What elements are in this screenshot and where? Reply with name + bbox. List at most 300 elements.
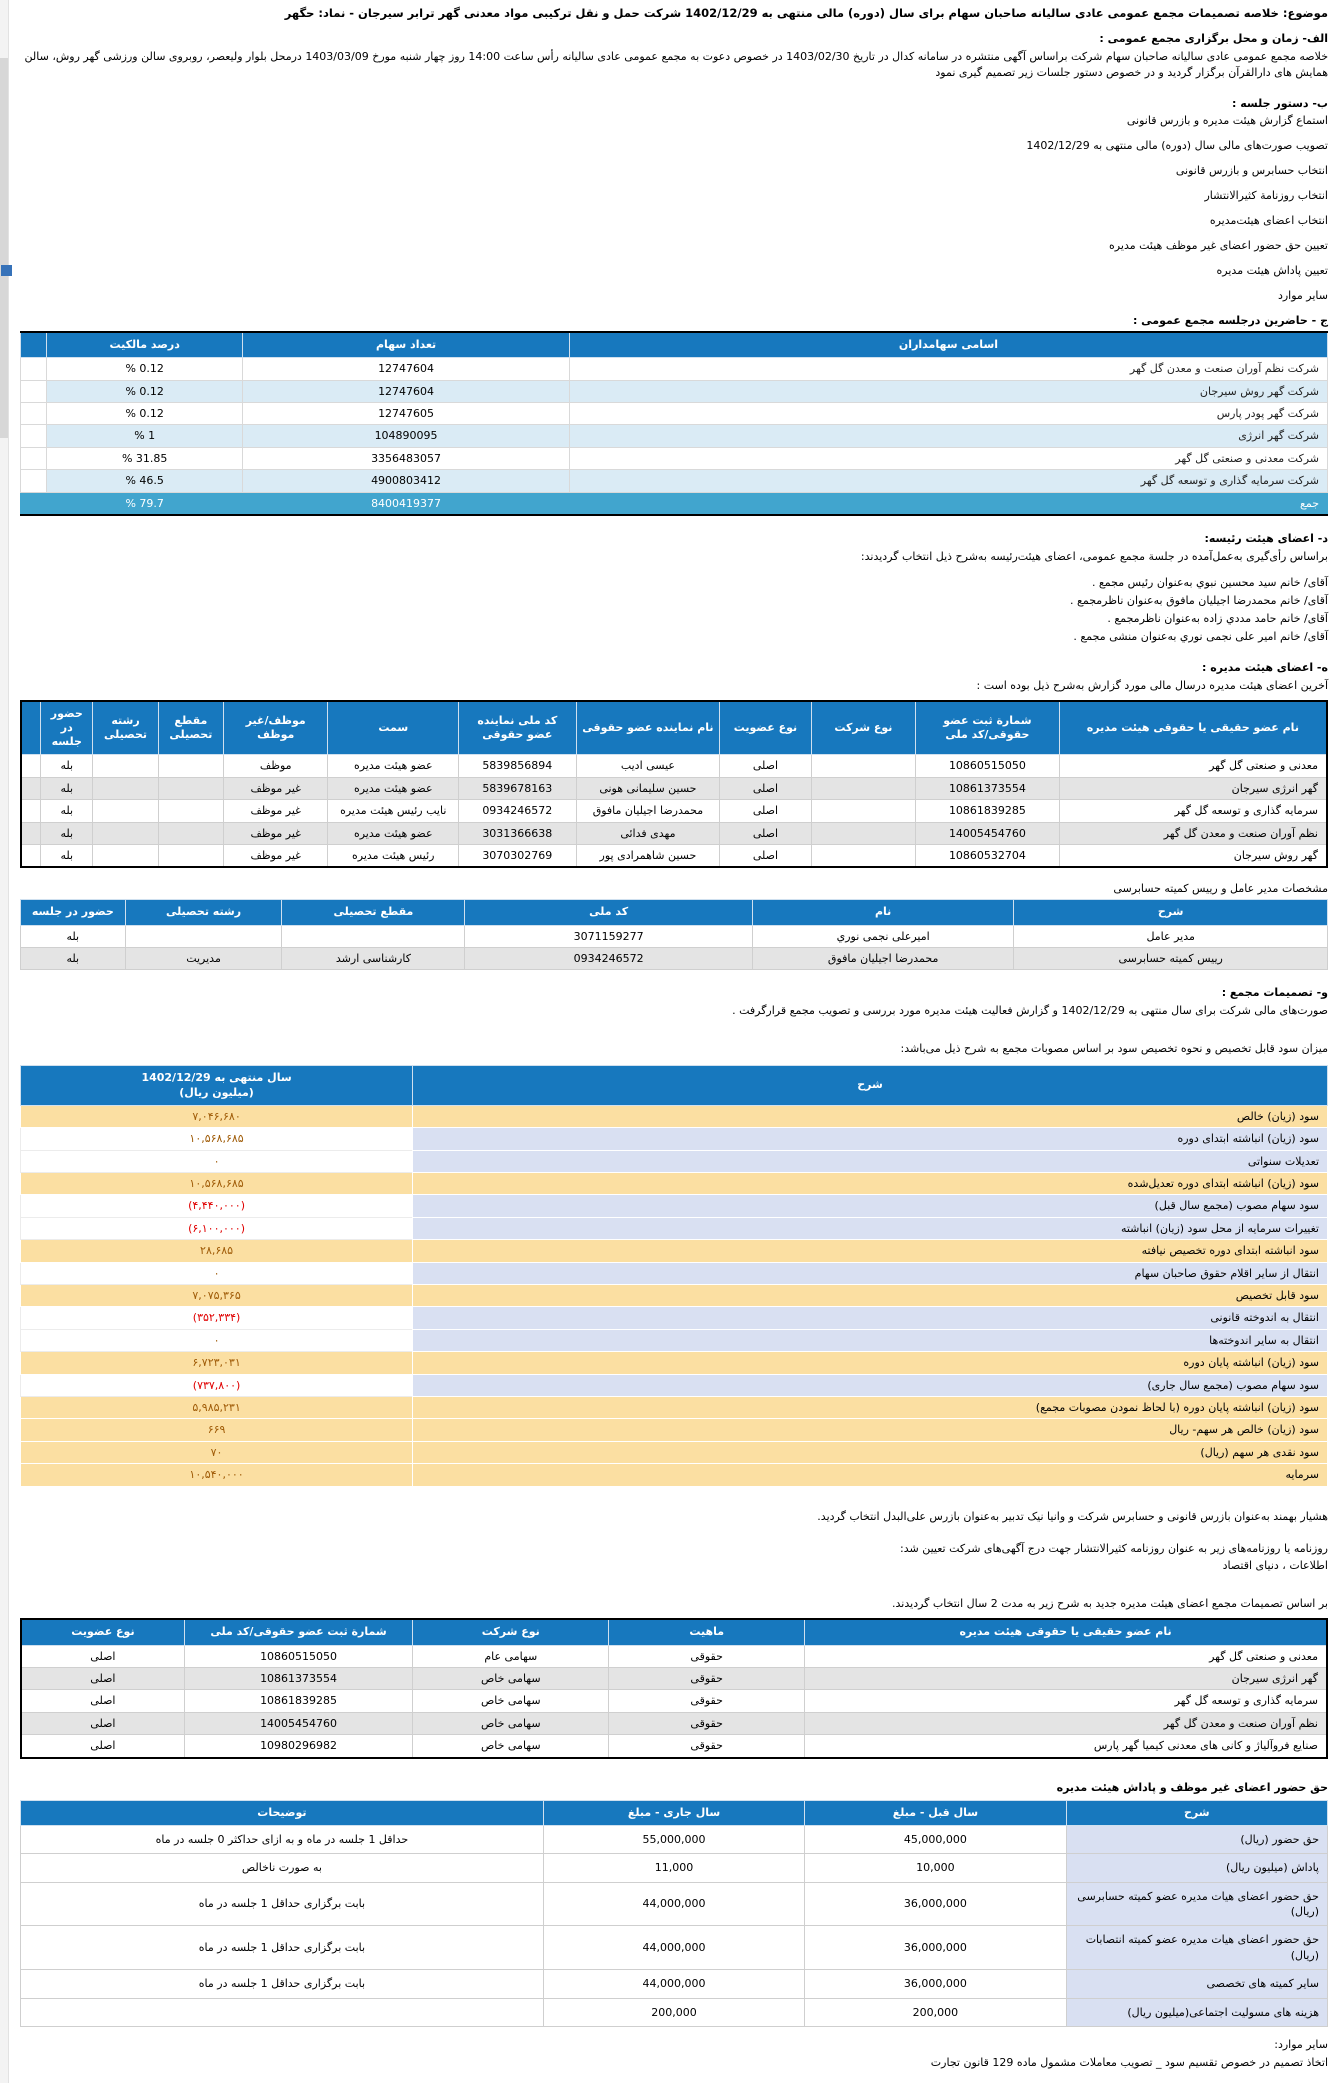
cell-reg-number: 10980296982 (184, 1735, 413, 1758)
cell-share-count: 4900803412 (243, 470, 570, 492)
section-a-heading: الف- زمان و محل برگزاری مجمع عمومی : (1099, 32, 1328, 45)
cell-shareholder-name: شرکت گهر پودر پارس (569, 402, 1327, 424)
col-reg-number: شمارة ثبت عضو حقوقی/کد ملی (184, 1619, 413, 1645)
table-row (21, 1926, 1328, 1970)
cell-rep-code: 5839678163 (459, 777, 577, 799)
cell-rep-code: 5839856894 (459, 755, 577, 777)
cell-spacer (21, 425, 47, 447)
cell-nature: حقوقی (609, 1645, 805, 1667)
cell-total-shares: 8400419377 (243, 492, 570, 515)
cell-label: سود (زیان) انباشته ابتدای دوره (413, 1128, 1328, 1150)
section-e-heading: ه- اعضای هیئت مدیره : (1202, 660, 1328, 674)
col-member-name: نام عضو حقیقی یا حقوقی هیئت مدیره (805, 1619, 1327, 1645)
cell-curr-amount: 200,000 (543, 1998, 804, 2026)
cell-national-code: 0934246572 (465, 948, 753, 970)
cell-fee-label: حق حضور اعضای هیات مدیره عضو کمیته انتصابات (ریال) (1066, 1926, 1327, 1970)
col-year-value (21, 1066, 413, 1106)
cell-spacer (21, 380, 47, 402)
table-row (21, 1374, 1328, 1396)
cell-prev-amount: 36,000,000 (805, 1970, 1066, 1998)
table-row (21, 380, 1328, 402)
cell-field (93, 777, 158, 799)
cell-membership-type: اصلی (21, 1712, 184, 1734)
cell-note: بابت برگزاری حداقل 1 جلسه در ماه (21, 1970, 544, 1998)
cell-member-name: سرمایه گذاری و توسعه گل گهر (1059, 800, 1327, 822)
col-national-code: کد ملی (465, 900, 753, 925)
cell-membership-type: اصلی (21, 1645, 184, 1667)
cell-label: سرمایه (413, 1464, 1328, 1486)
table-row (21, 1397, 1328, 1419)
cell-shareholder-name: شرکت نظم آوران صنعت و معدن گل گهر (569, 358, 1327, 380)
cell-note: بابت برگزاری حداقل 1 جلسه در ماه (21, 1926, 544, 1970)
cell-prev-amount: 10,000 (805, 1854, 1066, 1882)
cell-present: بله (21, 925, 126, 947)
cell-reg-number: 10860532704 (916, 844, 1060, 867)
cell-company-type (811, 800, 915, 822)
table-row (21, 1854, 1328, 1882)
col-role: شرح (1014, 900, 1328, 925)
cell-value: (۷۳۷,۸۰۰) (21, 1374, 413, 1396)
cell-ownership-pct: % 46.5 (47, 470, 243, 492)
cell-fee-label: پاداش (میلیون ریال) (1066, 1854, 1327, 1882)
cell-company-type: سهامی خاص (413, 1668, 609, 1690)
col-duty: موظف/غیر موظف (223, 701, 327, 755)
manager-table-caption: مشخصات مدیر عامل و رییس کمیته حسابرسی (1113, 882, 1328, 896)
cell-curr-amount: 55,000,000 (543, 1825, 804, 1853)
cell-membership-type: اصلی (21, 1690, 184, 1712)
col-degree: مقطع تحصیلی (158, 701, 223, 755)
profit-header-row (21, 1066, 1328, 1106)
table-row (21, 1195, 1328, 1217)
cell-present: بله (41, 844, 93, 867)
section-e-body: آخرین اعضای هیئت مدیره درسال مالی مورد گزارش به‌شرح ذیل بوده است : (976, 678, 1328, 692)
col-shareholder-name: اسامی سهامداران (569, 332, 1327, 358)
cell-spacer (21, 402, 47, 424)
cell-field (93, 755, 158, 777)
table-row (21, 1128, 1328, 1150)
agenda-item: انتخاب روزنامة کثیرالانتشار (1204, 188, 1328, 202)
cell-company-type: سهامی خاص (413, 1690, 609, 1712)
cell-rep-code: 3031366638 (459, 822, 577, 844)
table-row (21, 1262, 1328, 1284)
cell-reg-number: 10861373554 (184, 1668, 413, 1690)
cell-label: سود (زیان) انباشته پایان دوره (413, 1352, 1328, 1374)
cell-rep-code: 3070302769 (459, 844, 577, 867)
cell-degree: کارشناسی ارشد (282, 948, 465, 970)
cell-value: (۶,۱۰۰,۰۰۰) (21, 1217, 413, 1239)
auditor-election-text: هشیار بهمند به‌عنوان بازرس قانونی و حسابرس شرکت و وانیا نیک تدبیر به‌عنوان بازرس علی‌البدل انتخاب گردید. (817, 1509, 1328, 1523)
cell-share-count: 12747604 (243, 358, 570, 380)
cell-value: ۵,۹۸۵,۲۳۱ (21, 1397, 413, 1419)
col-degree: مقطع تحصیلی (282, 900, 465, 925)
fees-header-row (21, 1800, 1328, 1825)
cell-spacer (21, 822, 41, 844)
col-name: نام (752, 900, 1013, 925)
table-row (21, 470, 1328, 492)
cell-curr-amount: 44,000,000 (543, 1970, 804, 1998)
cell-fee-label: سایر کمیته های تخصصی (1066, 1970, 1327, 1998)
table-row (21, 1307, 1328, 1329)
cell-spacer (21, 800, 41, 822)
cell-member-name: گهر انرژی سیرجان (1059, 777, 1327, 799)
cell-curr-amount: 44,000,000 (543, 1882, 804, 1926)
table-row (21, 755, 1327, 777)
col-prev-year: سال قبل - مبلغ (805, 1800, 1066, 1825)
cell-company-type: سهامی عام (413, 1645, 609, 1667)
cell-label: سود (زیان) خالص هر سهم- ریال (413, 1419, 1328, 1441)
cell-member-name: گهر انرژی سیرجان (805, 1668, 1327, 1690)
table-row (21, 822, 1327, 844)
col-company-type: نوع شرکت (413, 1619, 609, 1645)
cell-degree (282, 925, 465, 947)
cell-label: سود قابل تخصیص (413, 1285, 1328, 1307)
profit-allocation-table (20, 1065, 1328, 1486)
presiding-member: آقای/ خانم حامد مددي زاده به‌عنوان ناظرمجمع . (1107, 611, 1328, 625)
cell-nature: حقوقی (609, 1735, 805, 1758)
cell-label: انتقال به سایر اندوخته‌ها (413, 1329, 1328, 1351)
section-f-heading: و- تصمیمات مجمع : (1221, 986, 1328, 1000)
cell-field (93, 800, 158, 822)
cell-spacer (21, 470, 47, 492)
col-membership-type: نوع عضویت (720, 701, 811, 755)
table-row (21, 1150, 1328, 1172)
cell-value: (۴,۴۴۰,۰۰۰) (21, 1195, 413, 1217)
col-rep-code: کد ملی نماینده عضو حقوقی (459, 701, 577, 755)
cell-position: عضو هیئت مدیره (328, 822, 459, 844)
total-row (21, 492, 1328, 515)
cell-member-name: سرمایه گذاری و توسعه گل گهر (805, 1690, 1327, 1712)
cell-ownership-pct: % 0.12 (47, 380, 243, 402)
agenda-item: سایر موارد (1277, 288, 1328, 302)
agenda-item: تصویب صورت‌های مالی سال (دوره) مالی منتهی به 1402/12/29 (1026, 138, 1328, 152)
cell-company-type: سهامی خاص (413, 1712, 609, 1734)
cell-fee-label: حق حضور اعضای هیات مدیره عضو کمیته حسابرسی (ریال) (1066, 1882, 1327, 1926)
shareholders-table (20, 331, 1328, 516)
cell-ownership-pct: % 1 (47, 425, 243, 447)
cell-membership-type: اصلی (720, 777, 811, 799)
cell-curr-amount: 11,000 (543, 1854, 804, 1882)
table-row (21, 1998, 1328, 2026)
cell-value: ۰ (21, 1150, 413, 1172)
cell-value: ۷,۰۴۶,۶۸۰ (21, 1105, 413, 1127)
table-row (21, 1352, 1328, 1374)
cell-present: بله (41, 755, 93, 777)
cell-field (93, 844, 158, 867)
cell-label: انتقال به اندوخته قانونی (413, 1307, 1328, 1329)
cell-value: ۷,۰۷۵,۳۶۵ (21, 1285, 413, 1307)
cell-label: سود (زیان) انباشته ابتدای دوره تعدیل‌شده (413, 1173, 1328, 1195)
table-row (21, 1464, 1328, 1486)
cell-name: محمدرضا اجیلیان مافوق (752, 948, 1013, 970)
cell-ownership-pct: % 31.85 (47, 447, 243, 469)
manager-header-row (21, 900, 1328, 925)
table-row (21, 844, 1327, 867)
cell-field (93, 822, 158, 844)
cell-spacer (21, 844, 41, 867)
cell-value: ۶۶۹ (21, 1419, 413, 1441)
section-b-heading: ب- دستور جلسه : (1232, 96, 1328, 110)
cell-total-pct: % 79.7 (47, 492, 243, 515)
table-row (21, 1329, 1328, 1351)
col-present: حضور در جلسه (41, 701, 93, 755)
col-membership-type: نوع عضویت (21, 1619, 184, 1645)
table-row (21, 777, 1327, 799)
col-present: حضور در جلسه (21, 900, 126, 925)
cell-rep-name: عیسی ادیب (576, 755, 720, 777)
cell-shareholder-name: شرکت گهر روش سیرجان (569, 380, 1327, 402)
cell-membership-type: اصلی (21, 1668, 184, 1690)
section-c-marker (1, 265, 12, 276)
cell-rep-name: حسین شاهمرادی پور (576, 844, 720, 867)
cell-value: ۰ (21, 1262, 413, 1284)
board-election-text: بر اساس تصمیمات مجمع اعضای هیئت مدیره جدید به شرح زیر به مدت 2 سال انتخاب گردیدند. (892, 1597, 1328, 1611)
cell-note (21, 1998, 544, 2026)
cell-role: مدیر عامل (1014, 925, 1328, 947)
cell-reg-number: 10860515050 (184, 1645, 413, 1667)
cell-degree (158, 822, 223, 844)
section-f-p2: میزان سود قابل تخصیص و نحوه تخصیص سود بر اساس مصوبات مجمع به شرح ذیل می‌باشد: (900, 1042, 1328, 1056)
page-scrollbar[interactable] (0, 0, 9, 2083)
table-row (21, 1285, 1328, 1307)
cell-degree (158, 844, 223, 867)
presiding-member: آقای/ خانم محمدرضا اجیلیان مافوق به‌عنوان ناظرمجمع . (1069, 593, 1328, 607)
cell-shareholder-name: شرکت سرمایه گذاری و توسعه گل گهر (569, 470, 1327, 492)
cell-duty: غیر موظف (223, 800, 327, 822)
cell-prev-amount: 36,000,000 (805, 1882, 1066, 1926)
cell-share-count: 12747604 (243, 380, 570, 402)
cell-duty: غیر موظف (223, 844, 327, 867)
presiding-member: آقای/ خانم سید محسین نبوي به‌عنوان رئیس مجمع . (1091, 575, 1328, 589)
cell-company-type (811, 844, 915, 867)
cell-rep-name: حسین سلیمانی هونی (576, 777, 720, 799)
cell-reg-number: 10861373554 (916, 777, 1060, 799)
cell-spacer (21, 777, 41, 799)
col-nature: ماهیت (609, 1619, 805, 1645)
cell-member-name: معدنی و صنعتی گل گهر (805, 1645, 1327, 1667)
cell-rep-name: مهدی فدائی (576, 822, 720, 844)
section-c-heading: ج - حاضرین درجلسه مجمع عمومی : (1132, 313, 1328, 327)
cell-company-type (811, 777, 915, 799)
cell-membership-type: اصلی (720, 800, 811, 822)
section-d-heading: د- اعضای هیئت رئیسه: (1204, 531, 1328, 545)
cell-spacer (21, 447, 47, 469)
agenda-item: تعیین پاداش هیئت مدیره (1216, 263, 1328, 277)
cell-name: امیرعلی نجمی نوري (752, 925, 1013, 947)
table-row (21, 1668, 1327, 1690)
board-header-row (21, 701, 1327, 755)
table-row (21, 1419, 1328, 1441)
col-share-count: تعداد سهام (243, 332, 570, 358)
other-items-label: سایر موارد: (1274, 2037, 1328, 2051)
page-title: موضوع: خلاصه تصمیمات مجمع عمومی عادی سالیانه صاحبان سهام برای سال (دوره) مالی منتهی به 1402/12/29 شرکت حمل و نقل ترکیبی مواد معدنی گهر ترابر سیرجان - نماد: حگهر (284, 6, 1328, 20)
table-row (21, 1735, 1327, 1758)
cell-duty: غیر موظف (223, 777, 327, 799)
section-a-body: خلاصه مجمع عمومی عادی سالیانه صاحبان سهام شرکت براساس آگهی منتشره در سامانه کدال در تاریخ 1403/02/30 در خصوص دعوت به مجمع عمومی عادی سالیانه رأس ساعت 14:00 روز چهار شنبه مورخ 1403/03/09 درمحل بلوار ولیعصر، روبروی سالن ورزشی گهر روش، سالن همایش های دارالقرآن برگزار گردید و در خصوص دستور جلسات زیر تصمیم گیری نمود (24, 50, 1328, 79)
col-reg-number: شمارة ثبت عضو حقوقی/کد ملی (916, 701, 1060, 755)
cell-label: سود انباشته ابتدای دوره تخصیص نیافته (413, 1240, 1328, 1262)
scrollbar-thumb[interactable] (0, 58, 8, 438)
table-row (21, 1970, 1328, 1998)
cell-present: بله (41, 777, 93, 799)
new-board-header-row (21, 1619, 1327, 1645)
cell-reg-number: 14005454760 (916, 822, 1060, 844)
table-row (21, 1441, 1328, 1463)
table-row (21, 1690, 1327, 1712)
cell-duty: موظف (223, 755, 327, 777)
cell-value: ۷۰ (21, 1441, 413, 1463)
cell-nature: حقوقی (609, 1668, 805, 1690)
cell-reg-number: 10860515050 (916, 755, 1060, 777)
col-description: شرح (413, 1066, 1328, 1106)
new-board-table (20, 1618, 1328, 1758)
table-row (21, 800, 1327, 822)
cell-company-type: سهامی خاص (413, 1735, 609, 1758)
cell-note: حداقل 1 جلسه در ماه و به ازای حداکثر 0 جلسه در ماه (21, 1825, 544, 1853)
cell-degree (158, 800, 223, 822)
cell-position: عضو هیئت مدیره (328, 755, 459, 777)
cell-company-type (811, 822, 915, 844)
cell-membership-type: اصلی (21, 1735, 184, 1758)
cell-degree (158, 755, 223, 777)
cell-field (125, 925, 282, 947)
cell-fee-label: حق حضور (ریال) (1066, 1825, 1327, 1853)
cell-reg-number: 10861839285 (916, 800, 1060, 822)
cell-field: مدیریت (125, 948, 282, 970)
cell-spacer (21, 358, 47, 380)
table-row (21, 1645, 1327, 1667)
fees-table (20, 1800, 1328, 2027)
fees-heading: حق حضور اعضای غیر موظف و پاداش هیئت مدیره (1056, 1780, 1328, 1794)
cell-national-code: 3071159277 (465, 925, 753, 947)
cell-fee-label: هزینه های مسولیت اجتماعی(میلیون ریال) (1066, 1998, 1327, 2026)
cell-member-name: گهر روش سیرجان (1059, 844, 1327, 867)
cell-member-name: معدنی و صنعتی گل گهر (1059, 755, 1327, 777)
cell-curr-amount: 44,000,000 (543, 1926, 804, 1970)
cell-member-name: نظم آوران صنعت و معدن گل گهر (1059, 822, 1327, 844)
cell-position: رئیس هیئت مدیره (328, 844, 459, 867)
col-ownership-pct: درصد مالکیت (47, 332, 243, 358)
table-row (21, 358, 1328, 380)
table-row (21, 1217, 1328, 1239)
cell-value: ۰ (21, 1329, 413, 1351)
cell-shareholder-name: شرکت معدنی و صنعتی گل گهر (569, 447, 1327, 469)
cell-shareholder-name: شرکت گهر انرژی (569, 425, 1327, 447)
cell-label: سود (زیان) انباشته پایان دوره (با لحاظ نمودن مصوبات مجمع) (413, 1397, 1328, 1419)
cell-nature: حقوقی (609, 1690, 805, 1712)
table-row (21, 402, 1328, 424)
cell-present: بله (41, 822, 93, 844)
col-rep-name: نام نماینده عضو حقوقی (576, 701, 720, 755)
newspaper-text: روزنامه یا روزنامه‌های زیر به عنوان روزنامه کثیرالانتشار جهت درج آگهی‌های شرکت تعیین شد: (900, 1541, 1328, 1555)
year-col-line1: سال منتهی به 1402/12/29 (141, 1071, 292, 1085)
cell-share-count: 104890095 (243, 425, 570, 447)
cell-label: انتقال از سایر اقلام حقوق صاحبان سهام (413, 1262, 1328, 1284)
cell-value: ۱۰,۵۶۸,۶۸۵ (21, 1173, 413, 1195)
cell-label: سود (زیان) خالص (413, 1105, 1328, 1127)
col-member-name: نام عضو حقیقی یا حقوقی هیئت مدیره (1059, 701, 1327, 755)
cell-member-name: صنایع فروآلیاژ و کانی های معدنی کیمیا گهر پارس (805, 1735, 1327, 1758)
cell-prev-amount: 36,000,000 (805, 1926, 1066, 1970)
other-items-text: اتخاذ تصمیم در خصوص تقسیم سود _ تصویب معاملات مشمول ماده 129 قانون تجارت (930, 2055, 1328, 2069)
cell-note: به صورت ناخالص (21, 1854, 544, 1882)
col-curr-year: سال جاری - مبلغ (543, 1800, 804, 1825)
agenda-item: انتخاب اعضای هیئت‌مدیره (1209, 213, 1328, 227)
cell-nature: حقوقی (609, 1712, 805, 1734)
cell-membership-type: اصلی (720, 755, 811, 777)
cell-membership-type: اصلی (720, 844, 811, 867)
cell-position: نایب رئیس هیئت مدیره (328, 800, 459, 822)
agenda-item: تعیین حق حضور اعضای غیر موظف هیئت مدیره (1109, 238, 1328, 252)
table-row (21, 1882, 1328, 1926)
col-position: سمت (328, 701, 459, 755)
section-f-p1: صورت‌های مالی شرکت برای سال منتهی به 1402/12/29 و گزارش فعالیت هیئت مدیره مورد بررسی و تصویب مجمع قرارگرفت . (732, 1004, 1328, 1018)
cell-spacer (21, 755, 41, 777)
col-field: رشته تحصیلی (125, 900, 282, 925)
cell-share-count: 12747605 (243, 402, 570, 424)
cell-value: ۱۰,۵۶۸,۶۸۵ (21, 1128, 413, 1150)
cell-value: (۳۵۲,۳۳۴) (21, 1307, 413, 1329)
col-description: شرح (1066, 1800, 1327, 1825)
cell-member-name: نظم آوران صنعت و معدن گل گهر (805, 1712, 1327, 1734)
agenda-list (20, 114, 1328, 302)
presiding-member: آقای/ خانم امیر علی نجمی نوري به‌عنوان منشی مجمع . (1073, 629, 1328, 643)
cell-value: ۶,۷۲۳,۰۳۱ (21, 1352, 413, 1374)
cell-label: تعدیلات سنواتی (413, 1150, 1328, 1172)
agenda-item: استماع گزارش هیئت مدیره و بازرس قانونی (1126, 113, 1328, 127)
cell-reg-number: 14005454760 (184, 1712, 413, 1734)
col-company-type: نوع شرکت (811, 701, 915, 755)
cell-rep-name: محمدرضا اجیلیان مافوق (576, 800, 720, 822)
agenda-item: انتخاب حسابرس و بازرس قانونی (1175, 163, 1328, 177)
newspaper-names: اطلاعات ، دنیای اقتصاد (1222, 1559, 1328, 1573)
shareholders-header-row (21, 332, 1328, 358)
cell-present: بله (21, 948, 126, 970)
cell-label: تغییرات سرمایه از محل سود (زیان) انباشته (413, 1217, 1328, 1239)
table-row (21, 425, 1328, 447)
col-notes: توضیحات (21, 1800, 544, 1825)
cell-spacer (21, 492, 47, 515)
cell-role: رییس کمیته حسابرسی (1014, 948, 1328, 970)
table-row (21, 1825, 1328, 1853)
cell-label: سود سهام مصوب (مجمع سال قبل) (413, 1195, 1328, 1217)
cell-total-label: جمع (569, 492, 1327, 515)
cell-note: بابت برگزاری حداقل 1 جلسه در ماه (21, 1882, 544, 1926)
cell-share-count: 3356483057 (243, 447, 570, 469)
col-spacer (21, 332, 47, 358)
cell-prev-amount: 45,000,000 (805, 1825, 1066, 1853)
manager-table (20, 899, 1328, 970)
cell-company-type (811, 755, 915, 777)
col-spacer (21, 701, 41, 755)
table-row (21, 1240, 1328, 1262)
cell-ownership-pct: % 0.12 (47, 402, 243, 424)
year-col-line2: (میلیون ریال) (179, 1085, 254, 1099)
table-row (21, 1712, 1327, 1734)
section-d-body: براساس رأی‌گیری به‌عمل‌آمده در جلسة مجمع عمومی، اعضای هیئت‌رئیسه به‌شرح ذیل انتخاب گردیدند: (860, 549, 1328, 563)
cell-prev-amount: 200,000 (805, 1998, 1066, 2026)
board-members-table (20, 700, 1328, 869)
cell-label: سود نقدی هر سهم (ریال) (413, 1441, 1328, 1463)
cell-reg-number: 10861839285 (184, 1690, 413, 1712)
cell-present: بله (41, 800, 93, 822)
cell-position: عضو هیئت مدیره (328, 777, 459, 799)
cell-degree (158, 777, 223, 799)
table-row (21, 925, 1328, 947)
cell-value: ۲۸,۶۸۵ (21, 1240, 413, 1262)
table-row (21, 1173, 1328, 1195)
presiding-board-list (20, 575, 1328, 645)
cell-ownership-pct: % 0.12 (47, 358, 243, 380)
